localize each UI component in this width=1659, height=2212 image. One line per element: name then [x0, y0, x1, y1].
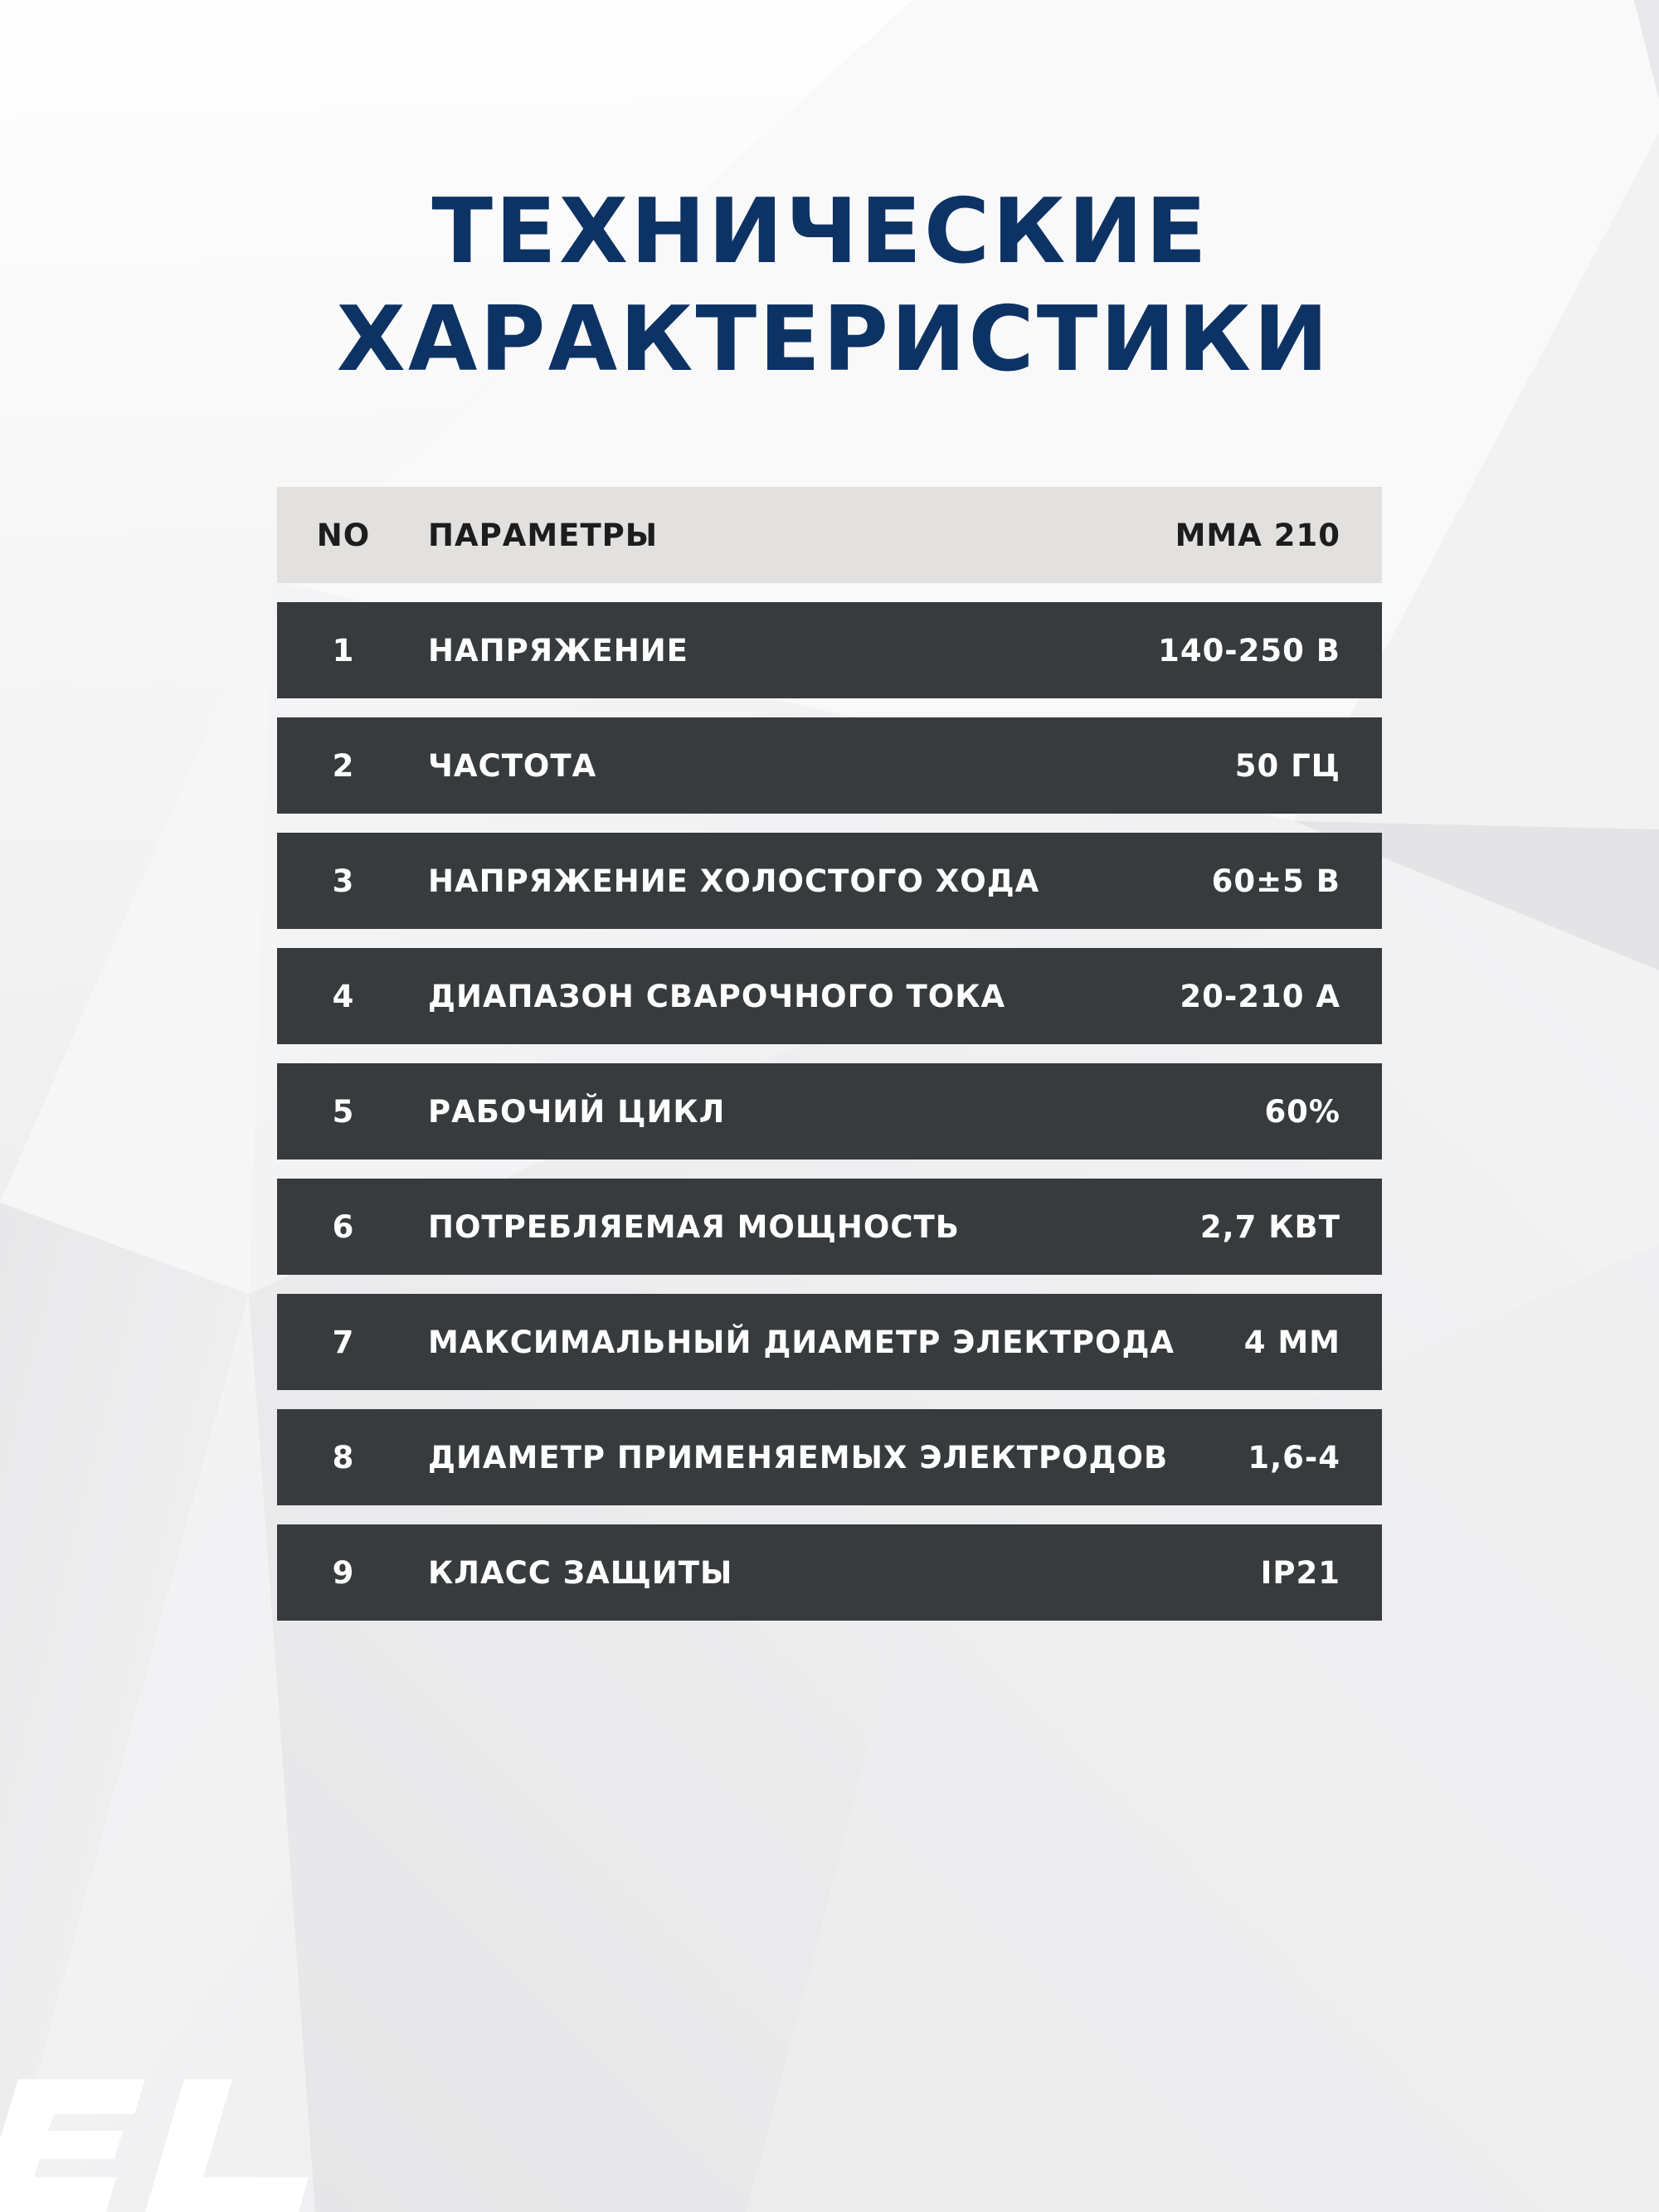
row-value: 60±5 В: [1211, 863, 1340, 899]
row-parameter: ДИАПАЗОН СВАРОЧНОГО ТОКА: [428, 978, 1006, 1014]
title-line-2: ХАРАКТЕРИСТИКИ: [336, 288, 1331, 391]
row-value: 140-250 В: [1158, 632, 1340, 668]
row-value: 50 ГЦ: [1234, 747, 1340, 784]
row-number: 1: [332, 632, 355, 668]
table-row: [277, 1409, 1382, 1505]
table-header-row: [277, 487, 1382, 583]
row-value: 4 ММ: [1243, 1324, 1340, 1360]
table-row: [277, 1179, 1382, 1275]
row-value: 2,7 КВТ: [1199, 1208, 1340, 1245]
row-value: IP21: [1260, 1554, 1340, 1591]
header-parameters: ПАРАМЕТРЫ: [428, 517, 659, 553]
table-row: [277, 717, 1382, 814]
row-parameter: НАПРЯЖЕНИЕ ХОЛОСТОГО ХОДА: [428, 863, 1040, 899]
table-row: [277, 1524, 1382, 1621]
table-row: [277, 948, 1382, 1044]
row-number: 2: [332, 747, 355, 784]
page-title: [0, 178, 1659, 394]
table-row: [277, 602, 1382, 698]
row-parameter: ПОТРЕБЛЯЕМАЯ МОЩНОСТЬ: [428, 1208, 960, 1245]
row-number: 3: [332, 863, 355, 899]
table-row: [277, 1063, 1382, 1159]
row-parameter: РАБОЧИЙ ЦИКЛ: [428, 1093, 726, 1130]
row-parameter: НАПРЯЖЕНИЕ: [428, 632, 688, 668]
table-row: [277, 1294, 1382, 1390]
row-parameter: ДИАМЕТР ПРИМЕНЯЕМЫХ ЭЛЕКТРОДОВ: [428, 1439, 1169, 1475]
row-number: 5: [332, 1093, 355, 1130]
el-logo-icon: [0, 2079, 315, 2212]
row-value: 1,6-4: [1248, 1439, 1340, 1475]
table-row: [277, 833, 1382, 929]
row-number: 4: [332, 978, 355, 1014]
header-model: ММА 210: [1175, 517, 1340, 553]
row-number: 9: [332, 1554, 355, 1591]
row-parameter: ЧАСТОТА: [428, 747, 597, 784]
row-number: 7: [332, 1324, 355, 1360]
row-value: 60%: [1264, 1093, 1340, 1130]
row-number: 6: [332, 1208, 355, 1245]
row-number: 8: [332, 1439, 355, 1475]
header-number: NO: [316, 517, 371, 553]
row-parameter: КЛАСС ЗАЩИТЫ: [428, 1554, 733, 1591]
row-value: 20-210 А: [1180, 978, 1340, 1014]
specifications-table: [277, 487, 1382, 1640]
row-parameter: МАКСИМАЛЬНЫЙ ДИАМЕТР ЭЛЕКТРОДА: [428, 1324, 1175, 1360]
title-line-1: ТЕХНИЧЕСКИЕ: [431, 180, 1209, 284]
